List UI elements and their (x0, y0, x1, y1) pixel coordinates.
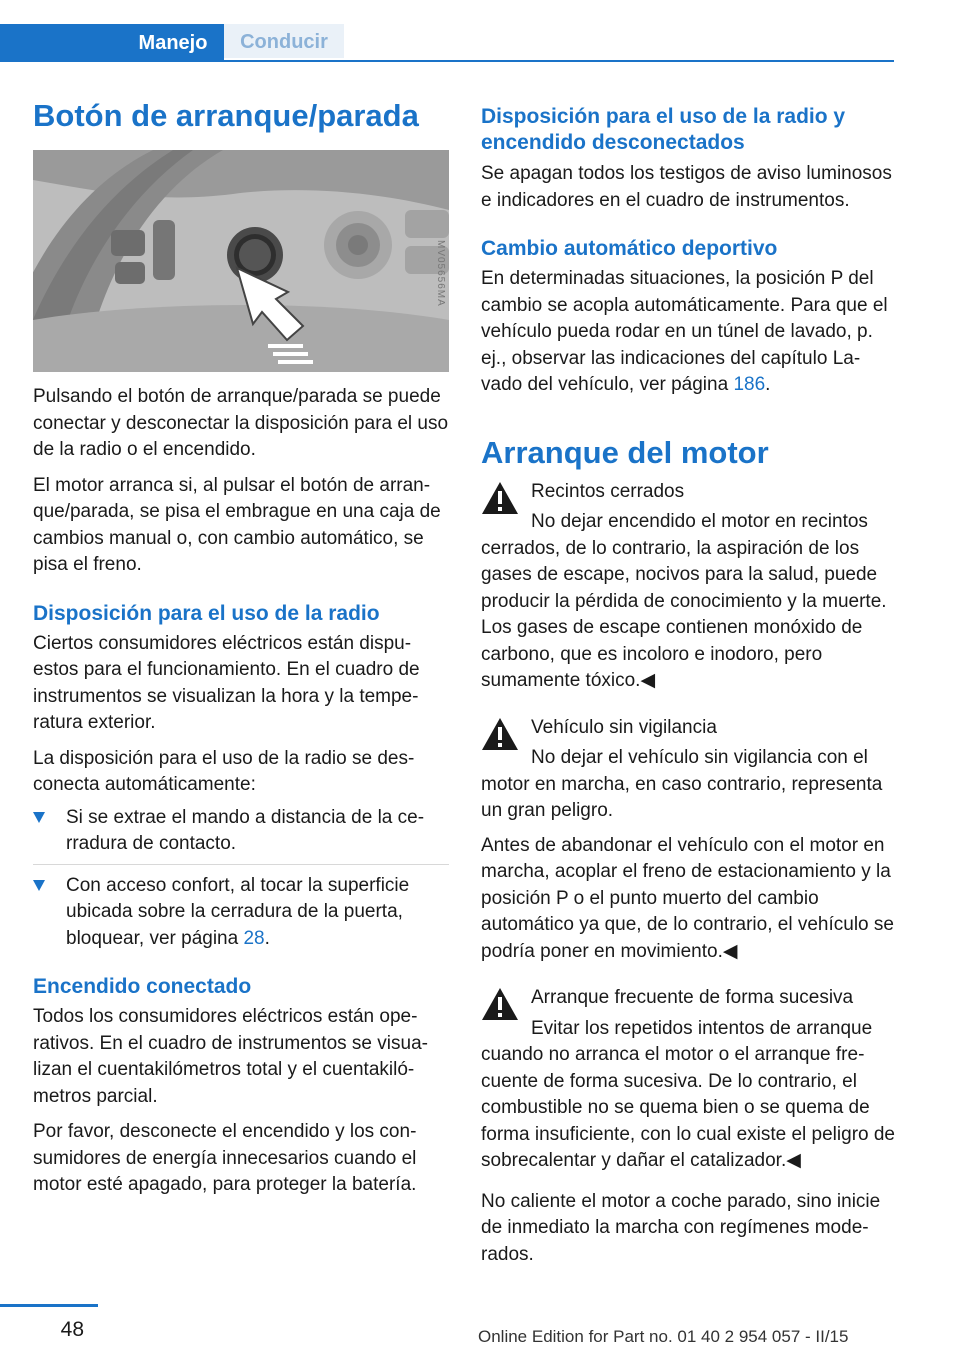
warning-text: cuando no arranca el motor o el arranque frecuente de forma sucesiva. De lo contrario, el combustible no se quema bien o se quema de forma insuficiente, con lo cual existe el peligro de sobrecalentar y dañar el catalizador.◀ (481, 1044, 896, 1171)
paragraph: La disposición para el uso de la radio se desconecta automáticamente: (33, 747, 415, 795)
paragraph: Todos los consumidores eléctricos están operativos. En el cuadro de instrumentos se visualizan el cuentakilómetros total y el cuentakilómetros parcial. (33, 1006, 428, 1107)
triangle-bullet-icon (33, 812, 45, 823)
heading-sport-automatic: Cambio automático deportivo (481, 237, 778, 260)
paragraph (481, 266, 895, 399)
warning-repeated-start (481, 985, 895, 1175)
photo-code: MV05656MA (435, 240, 446, 307)
heading-radio-ignition-off: Disposición para el uso de la radio y encendido desconectados (481, 105, 846, 154)
tab-bar-start (0, 24, 122, 62)
warning-triangle-icon (481, 481, 519, 515)
warning-text: cerrados, de lo contrario, la aspiración de los gases de escape, nocivos para la salud, puede producir la pérdida de conocimiento y la muerte. Los gases de escape contienen monóxido de carbono, que es incoloro e inodoro, pero sumamente tóxico.◀ (481, 537, 887, 691)
paragraph: No caliente el motor a coche parado, sino inicie de inmediato la marcha con regímenes moderados. (481, 1190, 881, 1265)
warning-text: Antes de abandonar el vehículo con el motor en marcha, acoplar el freno de estacionamiento y la posición P o el punto muerto del cambio automático ya que, de lo contrario, el vehículo se podría poner en movimiento.◀ (481, 834, 894, 962)
paragraph: Por favor, desconecte el encendido y los consumidores de energía innecesarios cuando el motor esté apagado, para proteger la batería. (33, 1121, 417, 1195)
start-stop-button-photo (33, 150, 449, 372)
list-item-end: . (264, 927, 270, 949)
paragraph-text: En determinadas situaciones, la posición P del cambio se acopla automáticamente. Para que el vehículo pueda rodar en un túnel de lavado, p. ej., observar las indicaciones del capítulo Lavado del vehículo, ver página (481, 268, 888, 395)
page-link-186[interactable]: 186 (733, 374, 766, 395)
header-tabs (0, 24, 894, 62)
warning-unattended-vehicle (481, 715, 895, 966)
paragraph-end: . (765, 374, 771, 395)
tab-manejo[interactable]: Manejo (122, 24, 224, 62)
paragraph: Pulsando el botón de arranque/parada se puede conectar y desconectar la disposición para el uso de la radio o el encendido. (33, 386, 449, 460)
warning-text: motor en marcha, en caso contrario, representa un gran peligro. (481, 773, 883, 821)
paragraph: Ciertos consumidores eléctricos están dispuestos para el funcionamiento. En el cuadro de instrumentos se visualizan la hora y la temperatura exterior. (33, 632, 420, 733)
page-number: 48 (60, 1318, 84, 1341)
triangle-bullet-icon (33, 880, 45, 891)
warning-triangle-icon (481, 717, 519, 751)
paragraph: El motor arranca si, al pulsar el botón de arranque/parada, se pisa el embrague en una caja de cambios manual o, con cambio automático, se pisa el freno. (33, 474, 441, 575)
right-column (481, 104, 895, 1268)
warning-text: Evitar los repetidos intentos de arranque (531, 1017, 873, 1039)
dashboard-illustration (33, 150, 449, 372)
warning-triangle-icon (481, 987, 519, 1021)
section-title-start-stop: Botón de arranque/parada (33, 98, 419, 133)
warning-enclosed-spaces (481, 479, 895, 695)
warning-title: Arranque frecuente de forma sucesiva (531, 987, 854, 1008)
edition-info: Online Edition for Part no. 01 40 2 954 057 - II/15 (478, 1327, 849, 1346)
list-item (33, 805, 449, 858)
tab-conducir[interactable]: Conducir (224, 24, 344, 58)
paragraph: Se apagan todos los testigos de aviso luminosos e indicadores en el cuadro de instrumentos. (481, 163, 892, 211)
list-item-text: Con acceso confort, al tocar la superficie ubicada sobre la cerradura de la puerta, bloquear, ver página (66, 874, 410, 949)
list-item-text: Si se extrae el mando a distancia de la cerradura de contacto. (66, 806, 425, 854)
heading-ignition-on: Encendido conectado (33, 975, 252, 998)
bullet-list (33, 805, 449, 953)
section-title-engine-start: Arranque del motor (481, 434, 769, 470)
divider (33, 864, 449, 865)
header-rule (224, 60, 894, 62)
heading-radio-readiness: Disposición para el uso de la radio (33, 601, 380, 625)
list-item (33, 873, 449, 953)
left-column (33, 96, 449, 1199)
footer-rule (0, 1304, 98, 1307)
warning-text: No dejar encendido el motor en recintos (531, 511, 868, 532)
warning-title: Vehículo sin vigilancia (531, 716, 717, 738)
warning-title: Recintos cerrados (531, 480, 685, 502)
page-link-28[interactable]: 28 (243, 927, 265, 949)
warning-text: No dejar el vehículo sin vigilancia con el (531, 747, 868, 768)
